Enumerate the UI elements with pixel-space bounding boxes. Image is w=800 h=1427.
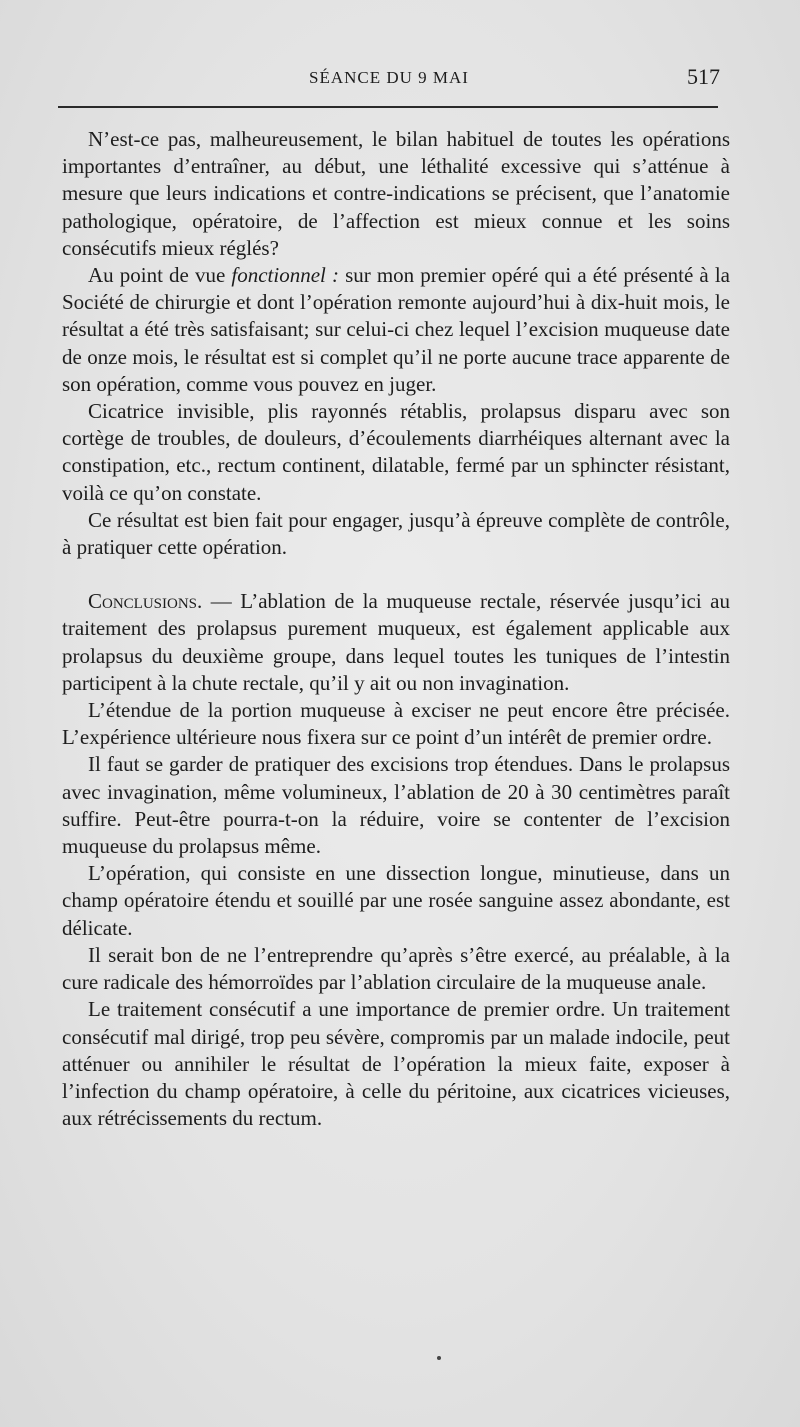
page-number: 517 bbox=[687, 64, 720, 89]
paragraph-10: Le traitement consécutif a une importance de premier ordre. Un traitement consécutif mal dirigé, trop peu sévère, compromis par un malade indocile, peut atténuer ou annihiler le résultat de l’opération la mieux faite, exposer à l’infection du champ opératoire, à celle du péritoine, aux cicatrices vicieuses, aux rétrécissements du rectum. bbox=[62, 997, 730, 1131]
paragraph-6: L’étendue de la portion muqueuse à exciser ne peut encore être précisée. L’expérience ultérieure nous fixera sur ce point d’un intérêt de premier ordre. bbox=[62, 698, 730, 750]
paragraph-2-italic: fonctionnel : bbox=[231, 263, 339, 288]
running-title: SÉANCE DU 9 MAI bbox=[309, 68, 469, 87]
running-head bbox=[58, 64, 720, 94]
paragraph-8: L’opération, qui consiste en une dissection longue, minutieuse, dans un champ opératoire étendu et souillé par une rosée sanguine assez abondante, est délicate. bbox=[62, 861, 730, 940]
conclusions-heading: Conclusions. bbox=[88, 589, 203, 614]
paragraph-2-rest: sur mon premier opéré qui a été présenté à la Société de chirurgie et dont l’opération remonte aujourd’hui à dix-huit mois, le résultat a été très satisfaisant; sur celui-ci chez lequel l’excision muqueuse date de onze mois, le résultat est si complet qu’il ne porte aucune trace apparente de son opération, comme vous pouvez en juger. bbox=[62, 263, 730, 396]
conclusions-paragraph bbox=[62, 588, 730, 697]
conclusions-text: — L’ablation de la muqueuse rectale, réservée jusqu’ici au traitement des prolapsus purement muqueux, est également applicable aux prolapsus du deuxième groupe, dans lequel toutes les tuniques de l’intestin participent à la chute rectale, qu’il y ait ou non invagination. bbox=[62, 589, 730, 695]
paragraph-2-lead: Au point de vue bbox=[88, 263, 232, 288]
body-text bbox=[62, 126, 730, 1132]
paragraph-9: Il serait bon de ne l’entreprendre qu’après s’être exercé, au préalable, à la cure radicale des hémorroïdes par l’ablation circulaire de la muqueuse anale. bbox=[62, 942, 730, 995]
ink-speck bbox=[437, 1356, 441, 1360]
paragraph-7: Il faut se garder de pratiquer des excisions trop étendues. Dans le prolapsus avec invagination, même volumineux, l’ablation de 20 à 30 centimètres paraît suffire. Peut-être pourra-t-on la réduire, voire se contenter de l’excision muqueuse du prolapsus même. bbox=[62, 752, 730, 859]
paragraph-2 bbox=[62, 262, 730, 398]
paragraph-1: N’est-ce pas, malheureusement, le bilan habituel de toutes les opérations importantes d’entraîner, au début, une léthalité excessive qui s’atténue à mesure que leurs indications et contre-indications se précisent, que l’anatomie pathologique, opératoire, de l’affection est mieux connue et les soins consécutifs mieux réglés? bbox=[62, 127, 730, 260]
header-rule bbox=[58, 106, 718, 108]
paragraph-4: Ce résultat est bien fait pour engager, jusqu’à épreuve complète de contrôle, à pratiquer cette opération. bbox=[62, 507, 730, 560]
paragraph-3: Cicatrice invisible, plis rayonnés rétablis, prolapsus disparu avec son cortège de troubles, de douleurs, d’écoulements diarrhéiques alternant avec la constipation, etc., rectum continent, dilatable, fermé par un sphincter résistant, voilà ce qu’on constate. bbox=[62, 399, 730, 505]
